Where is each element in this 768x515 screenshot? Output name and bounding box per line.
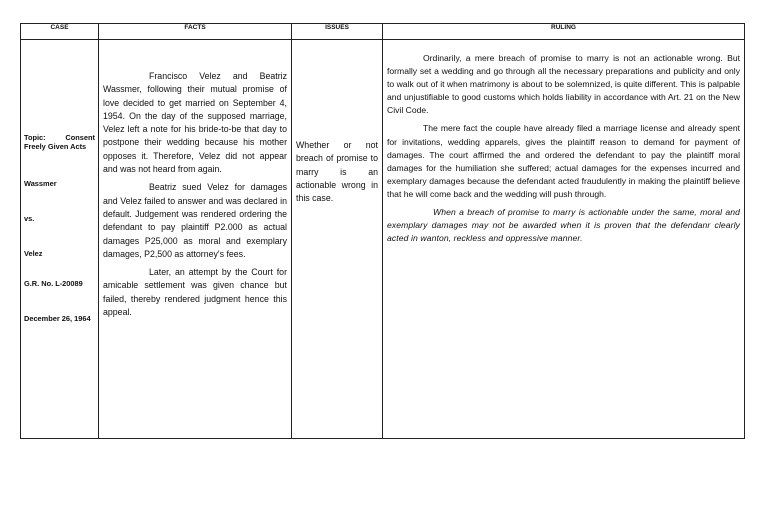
ruling-paragraph: Ordinarily, a mere breach of promise to marry is not an actionable wrong. But formally set a wedding and go through all the necessary preparations and publicity and only to walk out of it when matrimony is about to be solemnized, is quite different. This is palpable and unjustifiable to good customs which holds liability in accordance with Art. 21 on the New Civil Code.: [387, 53, 740, 116]
topic-label: Topic:: [24, 133, 46, 142]
issues-header: ISSUES: [292, 24, 383, 40]
facts-paragraph: Beatriz sued Velez for damages and Velez failed to answer and was declared in default. Judgement was rendered ordering the defendant to pay plaintiff P2.000 as actual damages P25,000 as moral and exemplary damages, P2,500 as attorney's fees.: [103, 182, 287, 259]
topic-line: [24, 133, 95, 142]
decision-date: December 26, 1964: [24, 314, 91, 323]
ruling-cell: [383, 40, 745, 439]
case-header: CASE: [21, 24, 99, 40]
facts-paragraph: Later, an attempt by the Court for amicable settlement was given chance but failed, thereby rendered judgment hence this appeal.: [103, 267, 287, 318]
facts-header: FACTS: [99, 24, 292, 40]
respondent-name: Velez: [24, 249, 43, 258]
digest-row: [21, 40, 745, 439]
facts-cell: [99, 40, 292, 439]
case-digest-table: [20, 23, 745, 439]
topic-rest: Freely Given Acts: [24, 142, 87, 151]
issues-cell: Whether or not breach of promise to marry is an actionable wrong in this case.: [292, 40, 383, 439]
ruling-paragraph: The mere fact the couple have already filed a marriage license and already spent for invitations, wedding apparels, gives the plaintiff reason to demand for payment of damages. The court affirmed the and ordered the defendant to pay the plaintiff moral damages for the humiliation she suffered; actual damages for the expenses incurred and exemplary damages because the defendant acted fraudulently in making the plaintiff believe that he will come back and the wedding will push through.: [387, 123, 740, 199]
ruling-held-paragraph: When a breach of promise to marry is actionable under the same, moral and exemplary damages may not be awarded when it is proven that the defendanr clearly acted in wanton, reckless and oppressive manner.: [387, 207, 740, 244]
ruling-header: RULING: [383, 24, 745, 40]
case-cell: [21, 40, 99, 439]
header-row: [21, 24, 745, 40]
petitioner-name: Wassmer: [24, 179, 57, 188]
gr-number: G.R. No. L-20089: [24, 279, 83, 288]
versus-label: vs.: [24, 214, 35, 223]
facts-paragraph: Francisco Velez and Beatriz Wassmer, following their mutual promise of love decided to get married on September 4, 1954. On the day of the supposed marriage, Velez left a note for his bride-to-be that day to postpone their wedding because his mother opposes it. Therefore, Velez did not appear and was not heard from again.: [103, 71, 287, 175]
topic-word: Consent: [65, 133, 95, 142]
